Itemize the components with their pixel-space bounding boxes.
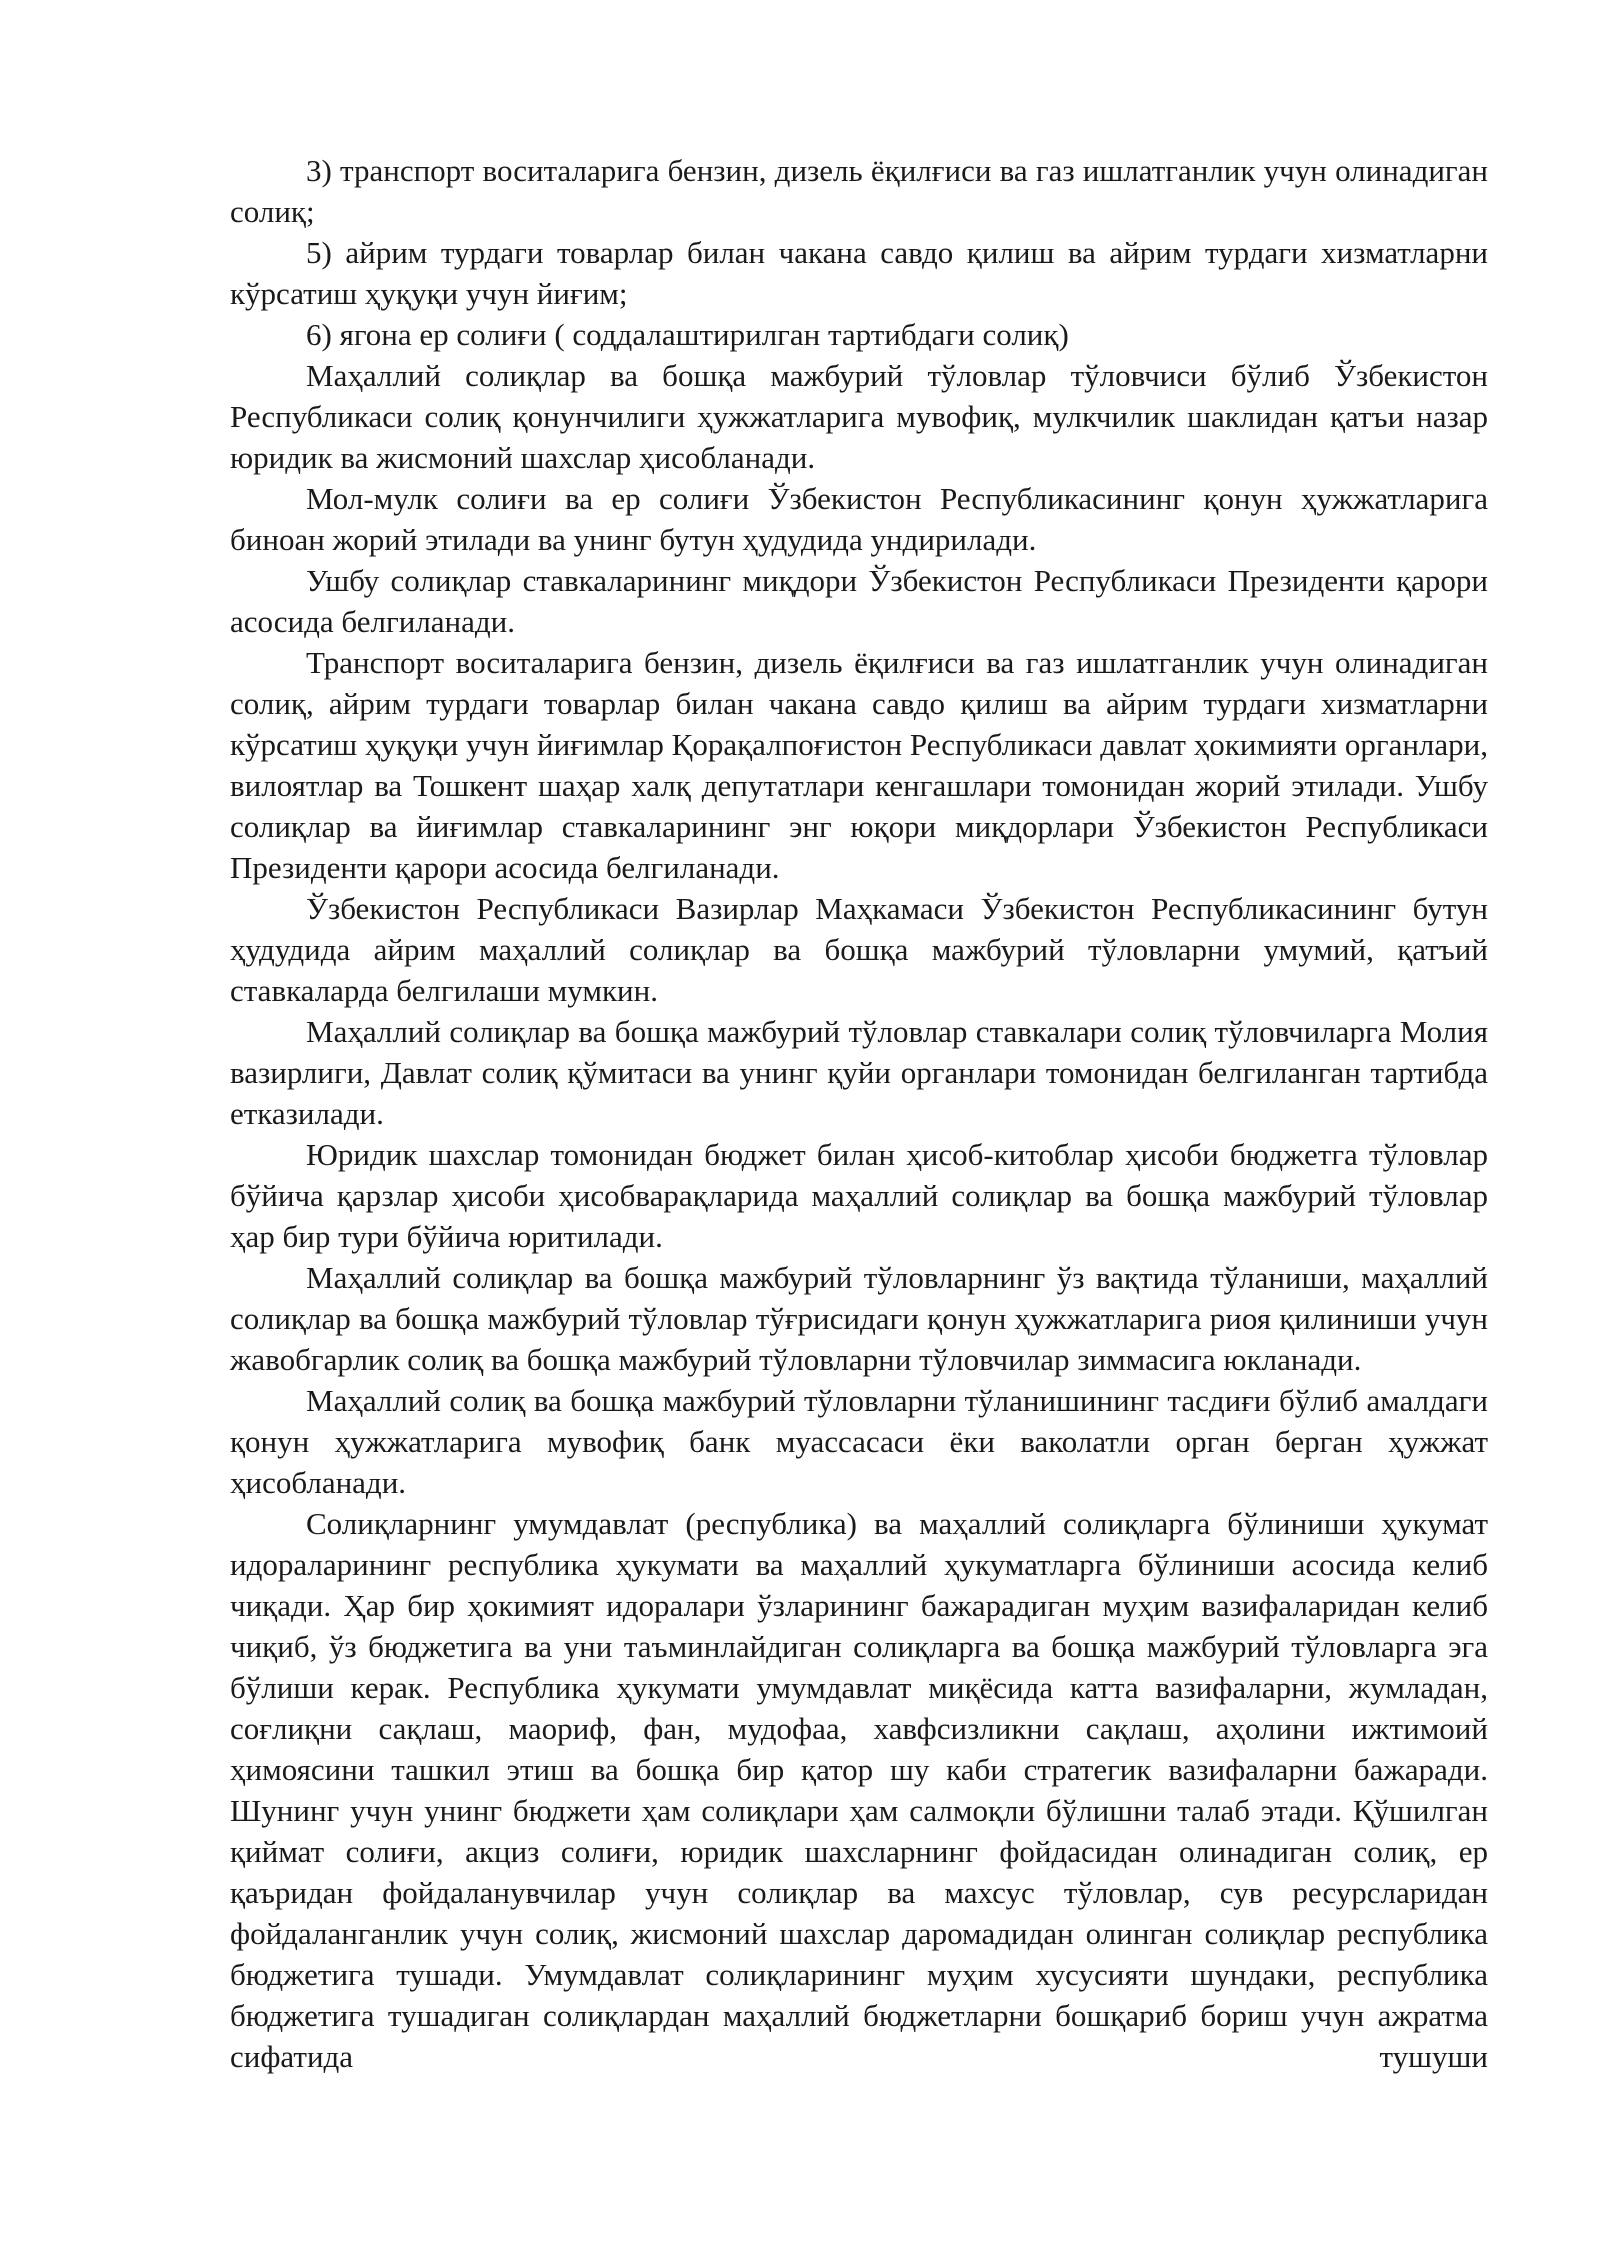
paragraph-accounting: Юридик шахслар томонидан бюджет билан ҳисоб-китоблар ҳисоби бюджетга тўловлар бўйича қарзлар ҳисоби ҳисобварақларида маҳаллий солиқлар ва бошқа мажбурий тўловлар ҳар бир тури бўйича юритилади. xyxy=(230,1137,1488,1254)
document-page xyxy=(230,150,1488,2077)
paragraph-cabinet-ministers: Ўзбекистон Республикаси Вазирлар Маҳкамаси Ўзбекистон Республикасининг бутун ҳудудида айрим маҳаллий солиқлар ва бошқа мажбурий тўловларни умумий, қатъий ставкаларда белгилаши мумкин. xyxy=(230,891,1488,1008)
paragraph-tax-division: Солиқларнинг умумдавлат (республика) ва маҳаллий солиқларга бўлиниши ҳукумат идораларининг республика ҳукумати ва маҳаллий ҳукуматларга бўлиниши асосида келиб чиқади. Ҳар бир ҳокимият идоралари ўзларининг бажарадиган муҳим вазифаларидан келиб чиқиб, ўз бюджетига ва уни таъминлайдиган солиқларга ва бошқа мажбурий тўловларга эга бўлиши керак. Республика ҳукумати умумдавлат миқёсида катта вазифаларни, жумладан, соғлиқни сақлаш, маориф, фан, мудофаа, хавфсизликни сақлаш, аҳолини ижтимоий ҳимоясини ташкил этиш ва бошқа бир қатор шу каби стратегик вазифаларни бажаради. Шунинг учун унинг бюджети ҳам солиқлари ҳам салмоқли бўлишни талаб этади. Қўшилган қиймат солиғи, акциз солиғи, юридик шахсларнинг фойдасидан олинадиган солиқ, ер қаъридан фойдаланувчилар учун солиқлар ва махсус тўловлар, сув ресурсларидан фойдаланганлик учун солиқ, жисмоний шахслар даромадидан олинган солиқлар республика бюджетига тушади. Умумдавлат солиқларининг муҳим хусусияти шундаки, республика бюджетига тушадиган солиқлардан маҳаллий бюджетларни бошқариб бориш учун ажратма сифатида тушуши xyxy=(230,1506,1488,2074)
paragraph-item-5: 5) айрим турдаги товарлар билан чакана савдо қилиш ва айрим турдаги хизматларни кўрсатиш ҳуқуқи учун йиғим; xyxy=(230,235,1488,311)
paragraph-property-land-tax: Мол-мулк солиғи ва ер солиғи Ўзбекистон Республикасининг қонун ҳужжатларига биноан жорий этилади ва унинг бутун ҳудудида ундирилади. xyxy=(230,481,1488,557)
paragraph-item-3: 3) транспорт воситаларига бензин, дизель ёқилғиси ва газ ишлатганлик учун олинадиган солиқ; xyxy=(230,153,1488,229)
paragraph-payment-confirmation: Маҳаллий солиқ ва бошқа мажбурий тўловларни тўланишининг тасдиғи бўлиб амалдаги қонун ҳужжатларига мувофиқ банк муассасаси ёки ваколатли орган берган ҳужжат ҳисобланади. xyxy=(230,1383,1488,1500)
paragraph-transport-fees: Транспорт воситаларига бензин, дизель ёқилғиси ва газ ишлатганлик учун олинадиган солиқ, айрим турдаги товарлар билан чакана савдо қилиш ва айрим турдаги хизматларни кўрсатиш ҳуқуқи учун йиғимлар Қорақалпоғистон Республикаси давлат ҳокимияти органлари, вилоятлар ва Тошкент шаҳар халқ депутатлари кенгашлари томонидан жорий этилади. Ушбу солиқлар ва йиғимлар ставкаларининг энг юқори миқдорлари Ўзбекистон Республикаси Президенти қарори асосида белгиланади. xyxy=(230,645,1488,885)
paragraph-tax-rates: Ушбу солиқлар ставкаларининг миқдори Ўзбекистон Республикаси Президенти қарори асосида белгиланади. xyxy=(230,563,1488,639)
paragraph-rate-communication: Маҳаллий солиқлар ва бошқа мажбурий тўловлар ставкалари солиқ тўловчиларга Молия вазирлиги, Давлат солиқ қўмитаси ва унинг қуйи органлари томонидан белгиланган тартибда етказилади. xyxy=(230,1014,1488,1131)
paragraph-taxpayers: Маҳаллий солиқлар ва бошқа мажбурий тўловлар тўловчиси бўлиб Ўзбекистон Республикаси солиқ қонунчилиги ҳужжатларига мувофиқ, мулкчилик шаклидан қатъи назар юридик ва жисмоний шахслар ҳисобланади. xyxy=(230,358,1488,475)
paragraph-item-6: 6) ягона ер солиғи ( соддалаштирилган тартибдаги солиқ) xyxy=(306,317,1069,352)
paragraph-responsibility: Маҳаллий солиқлар ва бошқа мажбурий тўловларнинг ўз вақтида тўланиши, маҳаллий солиқлар ва бошқа мажбурий тўловлар тўғрисидаги қонун ҳужжатларига риоя қилиниши учун жавобгарлик солиқ ва бошқа мажбурий тўловларни тўловчилар зиммасига юкланади. xyxy=(230,1260,1488,1377)
